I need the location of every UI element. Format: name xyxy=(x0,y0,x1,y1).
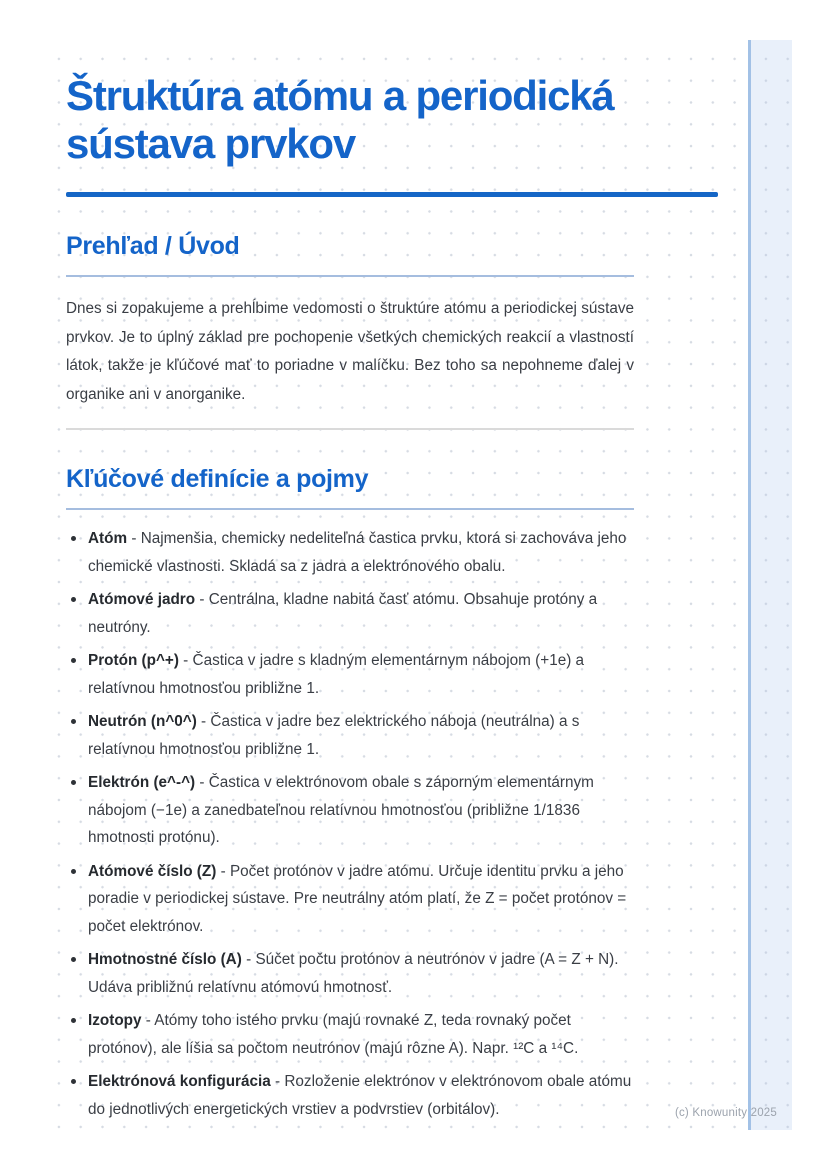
definition-term: Izotopy xyxy=(88,1012,142,1029)
definition-text: Častica v jadre bez elektrického náboja (neutrálna) a s relatívnou hmotnosťou približne 1. xyxy=(88,713,580,758)
definition-separator: - xyxy=(270,1073,285,1090)
overview-heading-rule xyxy=(66,275,634,277)
page-title: Štruktúra atómu a periodická sústava prvkov xyxy=(66,72,614,167)
definition-term: Protón (p^+) xyxy=(88,652,179,669)
definition-text: Atómy toho istého prvku (majú rovnaké Z, teda rovnaký počet protónov), ale líšia sa počtom neutrónov (majú rôzne A). Napr. ¹²C a ¹⁴C. xyxy=(88,1012,579,1057)
definition-separator: - xyxy=(141,1012,155,1029)
title-rule xyxy=(66,192,718,197)
definition-term: Neutrón (n^0^) xyxy=(88,713,197,730)
definition-term: Atómové číslo (Z) xyxy=(88,862,217,880)
bullet-dot-icon xyxy=(71,869,76,874)
definition-separator: - xyxy=(127,530,141,547)
definition-item xyxy=(66,1068,638,1123)
definitions-list xyxy=(66,525,638,1123)
definition-item xyxy=(66,525,638,580)
definition-term: Elektrón (e^-^) xyxy=(88,774,196,791)
definition-separator: - xyxy=(241,951,256,968)
definition-item xyxy=(66,858,638,941)
bullet-dot-icon xyxy=(71,597,76,602)
definition-separator: - xyxy=(178,652,193,669)
definition-item xyxy=(66,708,638,763)
notebook-margin-strip xyxy=(748,40,792,1130)
definition-text: Častica v jadre s kladným elementárnym nábojom (+1e) a relatívnou hmotnosťou približne 1. xyxy=(88,652,585,697)
definitions-heading-rule xyxy=(66,508,634,510)
definition-item xyxy=(66,769,638,852)
notebook-dot-grid xyxy=(44,40,792,1130)
definition-term: Atóm xyxy=(88,530,128,547)
definition-term: Elektrónová konfigurácia xyxy=(88,1073,271,1090)
definition-term: Hmotnostné číslo (A) xyxy=(88,951,242,968)
definition-item xyxy=(66,586,638,641)
bullet-dot-icon xyxy=(71,957,76,962)
definition-text: Častica v elektrónovom obale s záporným elementárnym nábojom (−1e) a zanedbateľnou relatívnou hmotnosťou (približne 1/1836 hmotnosti protónu). xyxy=(88,774,594,846)
definition-term: Atómové jadro xyxy=(88,591,196,608)
definition-separator: - xyxy=(195,774,209,791)
definition-separator: - xyxy=(195,591,209,608)
bullet-dot-icon xyxy=(71,719,76,724)
bullet-dot-icon xyxy=(71,536,76,541)
definition-text: Počet protónov v jadre atómu. Určuje identitu prvku a jeho poradie v periodickej sústave. Pre neutrálny atóm platí, že Z = počet protónov = počet elektrónov. xyxy=(88,862,627,935)
definition-separator: - xyxy=(216,862,230,880)
definition-item xyxy=(66,647,638,702)
bullet-dot-icon xyxy=(71,1018,76,1023)
section-heading-overview: Prehľad / Úvod xyxy=(66,232,240,260)
bullet-dot-icon xyxy=(71,1079,76,1084)
definition-separator: - xyxy=(196,713,211,730)
definition-text: Centrálna, kladne nabitá časť atómu. Obsahuje protóny a neutróny. xyxy=(88,591,598,636)
definition-text: Súčet počtu protónov a neutrónov v jadre (A = Z + N). Udáva približnú relatívnu atómovú hmotnosť. xyxy=(88,951,619,996)
section-heading-definitions: Kľúčové definície a pojmy xyxy=(66,465,369,493)
bullet-dot-icon xyxy=(71,780,76,785)
copyright-watermark: (c) Knowunity 2025 xyxy=(674,1107,777,1119)
definition-text: Najmenšia, chemicky nedeliteľná častica prvku, ktorá si zachováva jeho chemické vlastnosti. Skladá sa z jadra a elektrónového obalu. xyxy=(88,530,627,575)
overview-paragraph: Dnes si zopakujeme a prehĺbime vedomosti o štruktúre atómu a periodickej sústave prvkov. Je to úplný základ pre pochopenie všetkých chemických reakcií a vlastností látok, takže je kľúčové mať to poriadne v malíčku. Bez toho sa nepohneme ďalej v organike ani v anorganike. xyxy=(66,300,634,403)
document-content xyxy=(66,72,648,1129)
definition-item xyxy=(66,946,638,1001)
section-divider xyxy=(66,428,634,430)
definition-text: Rozloženie elektrónov v elektrónovom obale atómu do jednotlivých energetických vrstiev a podvrstiev (orbitálov). xyxy=(88,1073,632,1118)
bullet-dot-icon xyxy=(71,658,76,663)
definition-item xyxy=(66,1007,638,1062)
